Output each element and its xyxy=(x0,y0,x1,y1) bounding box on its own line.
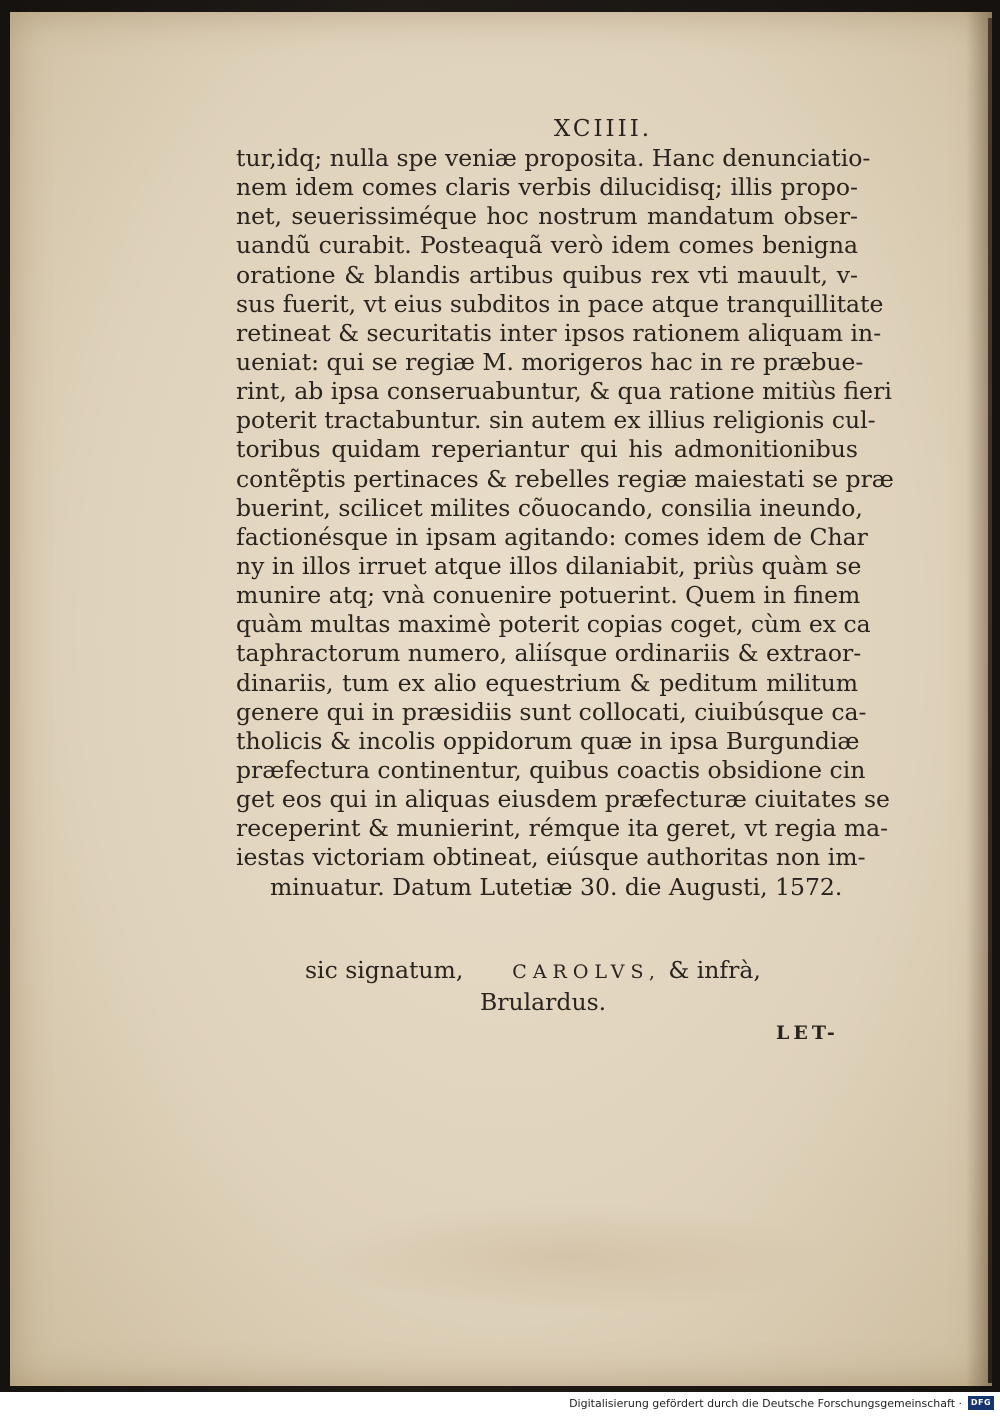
signature-suffix: & infrà, xyxy=(668,956,761,984)
text-line: contẽptis pertinaces & rebelles regiæ maiestati se præ xyxy=(236,464,894,493)
body-text xyxy=(236,144,894,902)
text-line: præfectura continentur, quibus coactis obsidione cin xyxy=(236,755,866,784)
text-line: get eos qui in aliquas eiusdem præfecturæ ciuitates se xyxy=(236,785,890,814)
signature-prefix: sic signatum, xyxy=(305,956,464,984)
text-line: net, seuerissiméque hoc nostrum mandatum obser- xyxy=(236,202,858,231)
footer-bar xyxy=(0,1392,1000,1416)
text-line: uandũ curabit. Posteaquã verò idem comes benigna xyxy=(236,231,858,260)
text-line: nem idem comes claris verbis dilucidisq; illis propo- xyxy=(236,173,858,202)
text-line: receperint & munierint, rémque ita geret, vt regia ma- xyxy=(236,814,889,843)
text-line: tholicis & incolis oppidorum quæ in ipsa Burgundiæ xyxy=(236,726,860,755)
page-edge xyxy=(988,18,992,1383)
text-line: quàm multas maximè poterit copias coget, cùm ex ca xyxy=(236,610,871,639)
text-line-final: minuatur. Datum Lutetiæ 30. die Augusti, 1572. xyxy=(270,872,843,901)
catchword: LET- xyxy=(776,1022,839,1044)
text-line: iestas victoriam obtineat, eiúsque authoritas non im- xyxy=(236,843,866,872)
text-line: buerint, scilicet milites cõuocando, consilia ineundo, xyxy=(236,493,863,522)
book-page xyxy=(10,12,992,1386)
text-line: ueniat: qui se regiæ M. morigeros hac in re præbue- xyxy=(236,347,864,376)
text-line: genere qui in præsidiis sunt collocati, ciuibúsque ca- xyxy=(236,697,867,726)
text-line: ny in illos irruet atque illos dilaniabit, priùs quàm se xyxy=(236,551,862,580)
text-line: munire atq; vnà conuenire potuerint. Quem in finem xyxy=(236,581,861,610)
countersignature: Brulardus. xyxy=(480,988,607,1016)
signature-name: CAROLVS, xyxy=(512,961,661,983)
text-line: oratione & blandis artibus quibus rex vti mauult, v- xyxy=(236,260,858,289)
text-line: taphractorum numero, aliísque ordinariis & extraor- xyxy=(236,639,862,668)
text-line: toribus quidam reperiantur qui his admonitionibus xyxy=(236,435,858,464)
signature-line xyxy=(305,956,865,987)
footer-credit: Digitalisierung gefördert durch die Deutsche Forschungsgemeinschaft · xyxy=(569,1397,962,1410)
dfg-logo: DFG xyxy=(968,1396,994,1410)
text-line: retineat & securitatis inter ipsos rationem aliquam in- xyxy=(236,318,882,347)
text-line: rint, ab ipsa conseruabuntur, & qua ratione mitiùs fieri xyxy=(236,377,892,406)
text-line: tur,idq; nulla spe veniæ proposita. Hanc denunciatio- xyxy=(236,144,871,172)
text-line: sus fuerit, vt eius subditos in pace atque tranquillitate xyxy=(236,289,884,318)
folio-number: XCIIII. xyxy=(553,116,653,142)
text-line: poterit tractabuntur. sin autem ex illius religionis cul- xyxy=(236,406,876,435)
text-line: factionésque in ipsam agitando: comes idem de Char xyxy=(236,522,868,551)
paper-stain xyxy=(310,1202,830,1312)
text-line: dinariis, tum ex alio equestrium & peditum militum xyxy=(236,668,858,697)
